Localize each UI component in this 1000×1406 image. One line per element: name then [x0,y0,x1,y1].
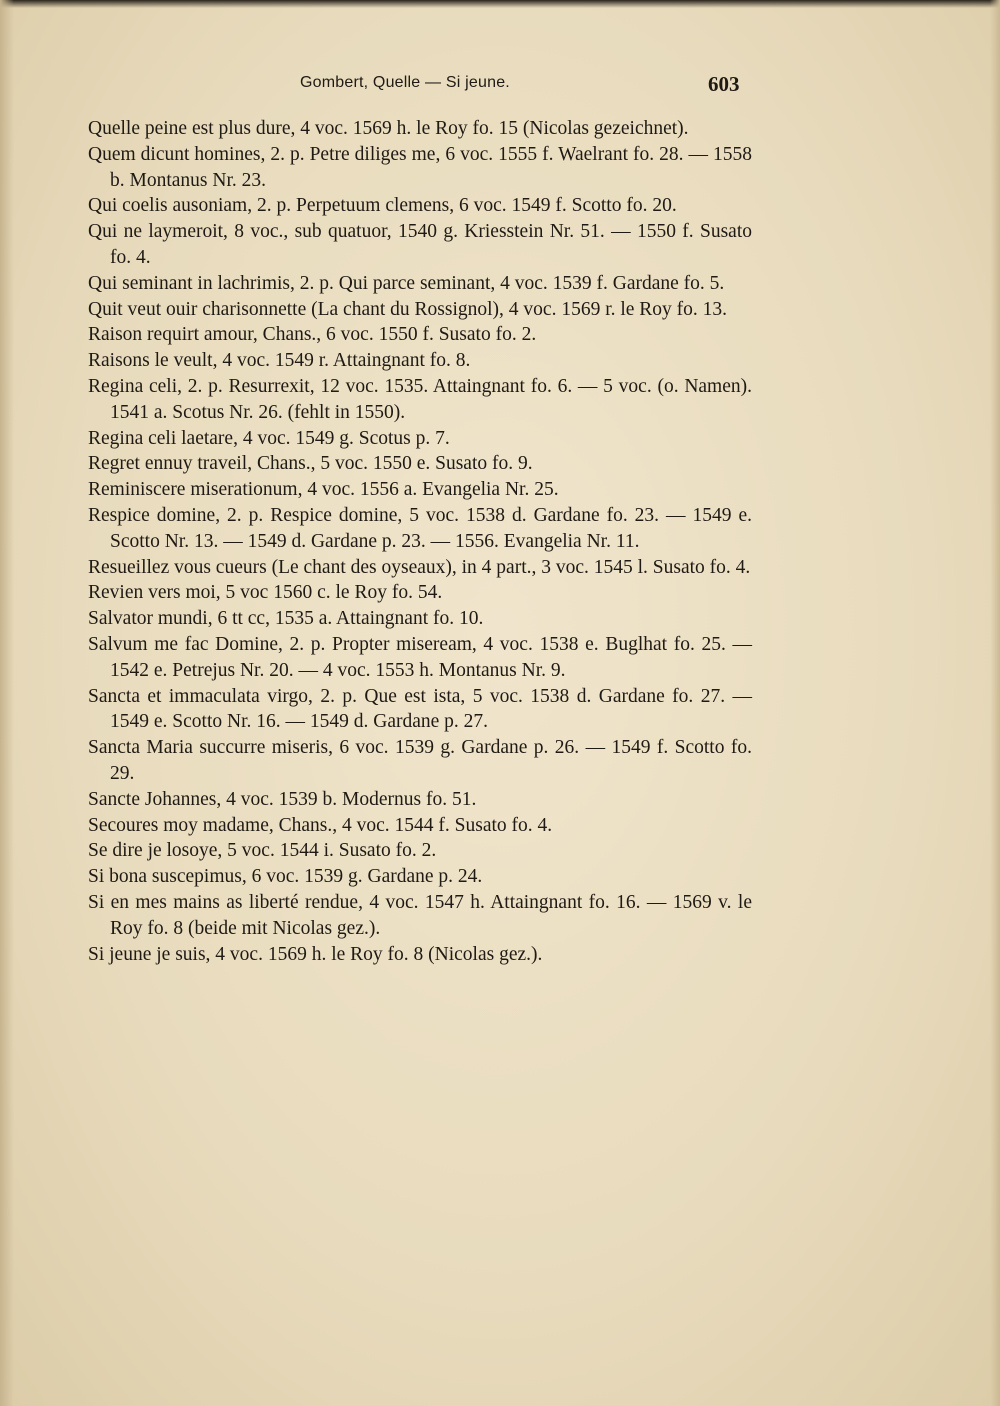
index-entry: Sancte Johannes, 4 voc. 1539 b. Modernus fo. 51. [88,788,477,810]
page-top-shadow [0,0,1000,8]
index-entry: Regina celi laetare, 4 voc. 1549 g. Scotus p. 7. [88,427,450,449]
index-entry: Salvator mundi, 6 tt cc, 1535 a. Attaingnant fo. 10. [88,608,484,630]
index-entry: Revien vers moi, 5 voc 1560 c. le Roy fo. 54. [88,582,443,604]
running-head: Gombert, Quelle — Si jeune. [300,74,510,91]
index-entry: Si en mes mains as liberté rendue, 4 voc. 1547 h. Attaingnant fo. 16. — 1569 v. le Roy fo. 8 (beide mit Nicolas gez.). [88,891,752,939]
index-entry: Si bona suscepimus, 6 voc. 1539 g. Gardane p. 24. [88,866,483,888]
index-entry: Quit veut ouir charisonnette (La chant du Rossignol), 4 voc. 1569 r. le Roy fo. 13. [88,298,728,320]
index-entry: Quem dicunt homines, 2. p. Petre diliges me, 6 voc. 1555 f. Waelrant fo. 28. — 1558 b. Montanus Nr. 23. [88,143,752,191]
index-entry: Qui ne laymeroit, 8 voc., sub quatuor, 1540 g. Kriesstein Nr. 51. — 1550 f. Susato fo. 4. [88,221,752,268]
index-entry: Sancta et immaculata virgo, 2. p. Que est ista, 5 voc. 1538 d. Gardane fo. 27. — 1549 e. Scotto Nr. 16. — 1549 d. Gardane p. 27. [88,685,752,733]
index-entry: Raisons le veult, 4 voc. 1549 r. Attaingnant fo. 8. [88,350,471,372]
index-entry: Raison requirt amour, Chans., 6 voc. 1550 f. Susato fo. 2. [88,324,537,346]
page-number: 603 [708,72,740,96]
index-entry: Qui seminant in lachrimis, 2. p. Qui parce seminant, 4 voc. 1539 f. Gardane fo. 5. [88,272,725,294]
index-entry: Se dire je losoye, 5 voc. 1544 i. Susato fo. 2. [88,840,437,862]
index-entry: Respice domine, 2. p. Respice domine, 5 voc. 1538 d. Gardane fo. 23. — 1549 e. Scotto Nr. 13. — 1549 d. Gardane p. 23. — 1556. Evangelia Nr. 11. [88,504,752,552]
index-entry: Resueillez vous cueurs (Le chant des oyseaux), in 4 part., 3 voc. 1545 l. Susato fo. 4. [88,556,751,578]
index-entry: Reminiscere miserationum, 4 voc. 1556 a. Evangelia Nr. 25. [88,479,559,501]
index-entry: Si jeune je suis, 4 voc. 1569 h. le Roy fo. 8 (Nicolas gez.). [88,943,543,965]
index-entry: Regina celi, 2. p. Resurrexit, 12 voc. 1535. Attaingnant fo. 6. — 5 voc. (o. Namen). 1541 a. Scotus Nr. 26. (fehlt in 1550). [88,375,752,423]
index-entry: Salvum me fac Domine, 2. p. Propter miseream, 4 voc. 1538 e. Buglhat fo. 25. — 1542 e. Petrejus Nr. 20. — 4 voc. 1553 h. Montanus Nr. 9. [88,633,752,681]
page-left-edge [0,0,14,1406]
index-entry: Regret ennuy traveil, Chans., 5 voc. 1550 e. Susato fo. 9. [88,453,533,475]
index-entry: Secoures moy madame, Chans., 4 voc. 1544 f. Susato fo. 4. [88,814,553,836]
index-entry: Qui coelis ausoniam, 2. p. Perpetuum clemens, 6 voc. 1549 f. Scotto fo. 20. [88,195,677,217]
index-entry: Sancta Maria succurre miseris, 6 voc. 1539 g. Gardane p. 26. — 1549 f. Scotto fo. 29. [88,737,752,784]
index-entry: Quelle peine est plus dure, 4 voc. 1569 h. le Roy fo. 15 (Nicolas gezeichnet). [88,118,689,139]
page-right-edge [990,0,1000,1406]
index-entries [88,116,752,967]
